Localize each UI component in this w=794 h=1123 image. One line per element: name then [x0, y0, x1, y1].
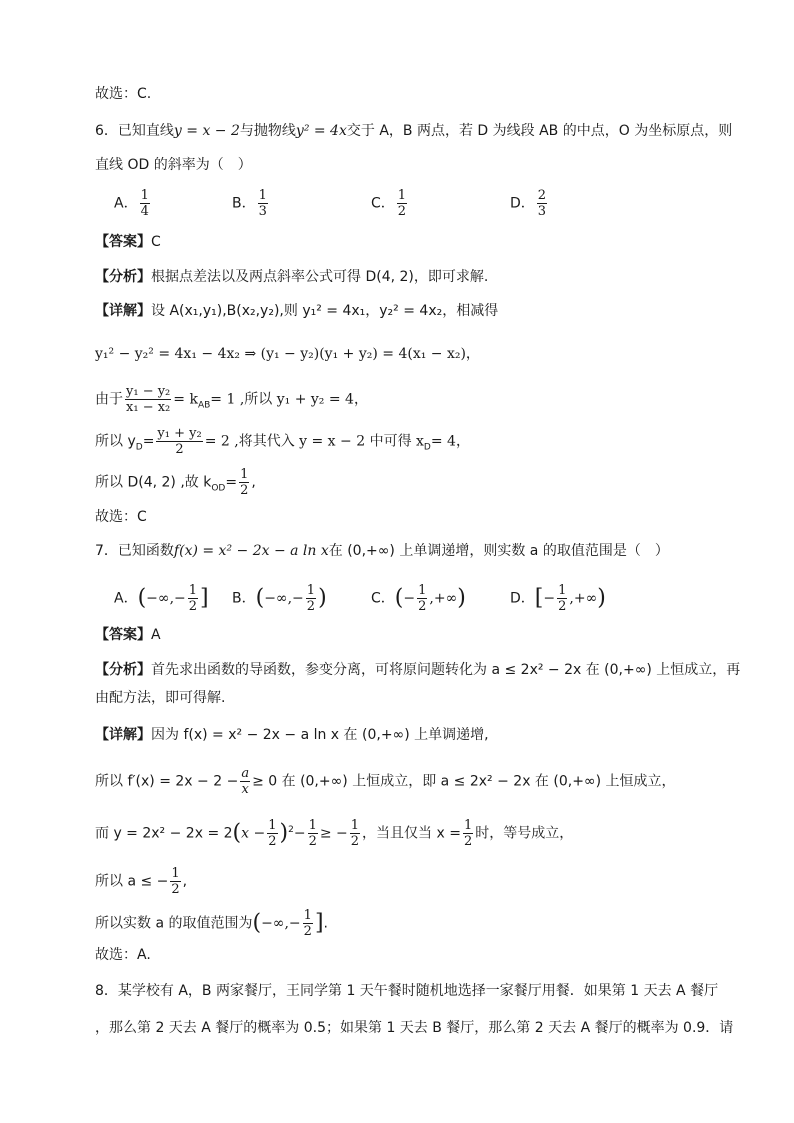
q7-detail-2: 所以 f′(x) = 2x − 2 − $\frac{a}{x}$ ≥ 0 在 (0,+∞) 上恒成立，即 a ≤ 2x² − 2x 在 (0,+∞) 上恒成立，	[95, 766, 676, 797]
q6-detail-1: 【详解】设 A(x₁,y₁),B(x₂,y₂),则 y₁² = 4x₁，y₂² = 4x₂，相减得	[95, 303, 499, 319]
q7-option-a[interactable]: A．(−∞,− $\frac{1}{2}$ ]	[114, 583, 209, 614]
q7-detail-4: 所以 a ≤ − $\frac{1}{2}$ ,	[95, 866, 188, 897]
q6-option-d[interactable]: D． $\frac{2}{3}$	[510, 188, 547, 219]
q6-detail-3: 由于 $\frac{\text{y₁ − y₂}}{\text{x₁ − x₂}}$ = $k_{AB}= 1$ ,所以 y₁ + y₂ = 4，	[95, 384, 368, 415]
q7-option-c[interactable]: C．(− $\frac{1}{2}$ ,+∞)	[371, 583, 466, 614]
q7-option-b[interactable]: B．(−∞,− $\frac{1}{2}$ )	[232, 583, 327, 614]
q7-detail-5: 所以实数 a 的取值范围为(−∞,− $\frac{1}{2}$ ].	[95, 908, 328, 939]
q7-detail-1: 【详解】因为 f(x) = x² − 2x − a ln x 在 (0,+∞) 上单调递增,	[95, 727, 489, 743]
q6-stem-line-2: 直线 OD 的斜率为（ ）	[95, 157, 252, 173]
q8-stem-line-1: 8．某学校有 A，B 两家餐厅，王同学第 1 天午餐时随机地选择一家餐厅用餐．如果第 1 天去 A 餐厅	[95, 983, 719, 999]
q6-option-a[interactable]: A． $\frac{1}{4}$	[114, 188, 149, 219]
q7-answer: 【答案】A	[95, 627, 161, 643]
fraction: $\frac{1}{4}$	[140, 188, 149, 219]
q6-option-c[interactable]: C． $\frac{1}{2}$	[371, 188, 407, 219]
q6-answer: 【答案】C	[95, 234, 161, 250]
fraction: $\frac{1}{2}$	[397, 188, 407, 219]
q6-detail-2: y₁² − y₂² = 4x₁ − 4x₂ ⇒ (y₁ − y₂)(y₁ + y₂) = 4(x₁ − x₂)，	[95, 346, 480, 362]
q7-analysis-2: 由配方法，即可得解.	[95, 690, 226, 706]
q6-detail-4: 所以 $y_D=$ $\frac{\text{y₁ + y₂}}{2}$ = 2 ,将其代入 y = x − 2 中可得 $x_D= 4$，	[95, 426, 470, 457]
q8-stem-line-2: ，那么第 2 天去 A 餐厅的概率为 0.5；如果第 1 天去 B 餐厅，那么第 2 天去 A 餐厅的概率为 0.9．请	[95, 1020, 734, 1036]
q7-pick: 故选：A.	[95, 947, 151, 963]
q7-stem: 7．已知函数f(x) = x² − 2x − a ln x在 (0,+∞) 上单调递增，则实数 a 的取值范围是（ ）	[95, 543, 669, 559]
q6-option-b[interactable]: B． $\frac{1}{3}$	[232, 188, 267, 219]
fraction: $\frac{1}{3}$	[258, 188, 267, 219]
q7-detail-3: 而 y = 2x² − 2x = 2(x − $\frac{1}{2}$ )$^2$− $\frac{1}{2}$ ≥ − $\frac{1}{2}$ ，当且仅当 x = $\frac{1}{2}$ 时，等号成立，	[95, 818, 574, 849]
q6-analysis: 【分析】根据点差法以及两点斜率公式可得 D(4, 2)，即可求解.	[95, 269, 489, 285]
q7-analysis-1: 【分析】首先求出函数的导函数，参变分离，可将原问题转化为 a ≤ 2x² − 2x 在 (0,+∞) 上恒成立，再	[95, 662, 741, 678]
q5-pick: 故选：C.	[95, 86, 152, 102]
fraction: $\frac{2}{3}$	[537, 188, 547, 219]
q6-stem-line-1: 6．已知直线y = x − 2与抛物线y² = 4x交于 A，B 两点，若 D 为线段 AB 的中点，O 为坐标原点，则	[95, 123, 733, 139]
q6-pick: 故选：C	[95, 509, 147, 525]
q7-option-d[interactable]: D．[− $\frac{1}{2}$ ,+∞)	[510, 583, 606, 614]
q6-detail-5: 所以 D(4, 2) ,故 $k_{OD}=$ $\frac{1}{2}$ ,	[95, 467, 256, 498]
